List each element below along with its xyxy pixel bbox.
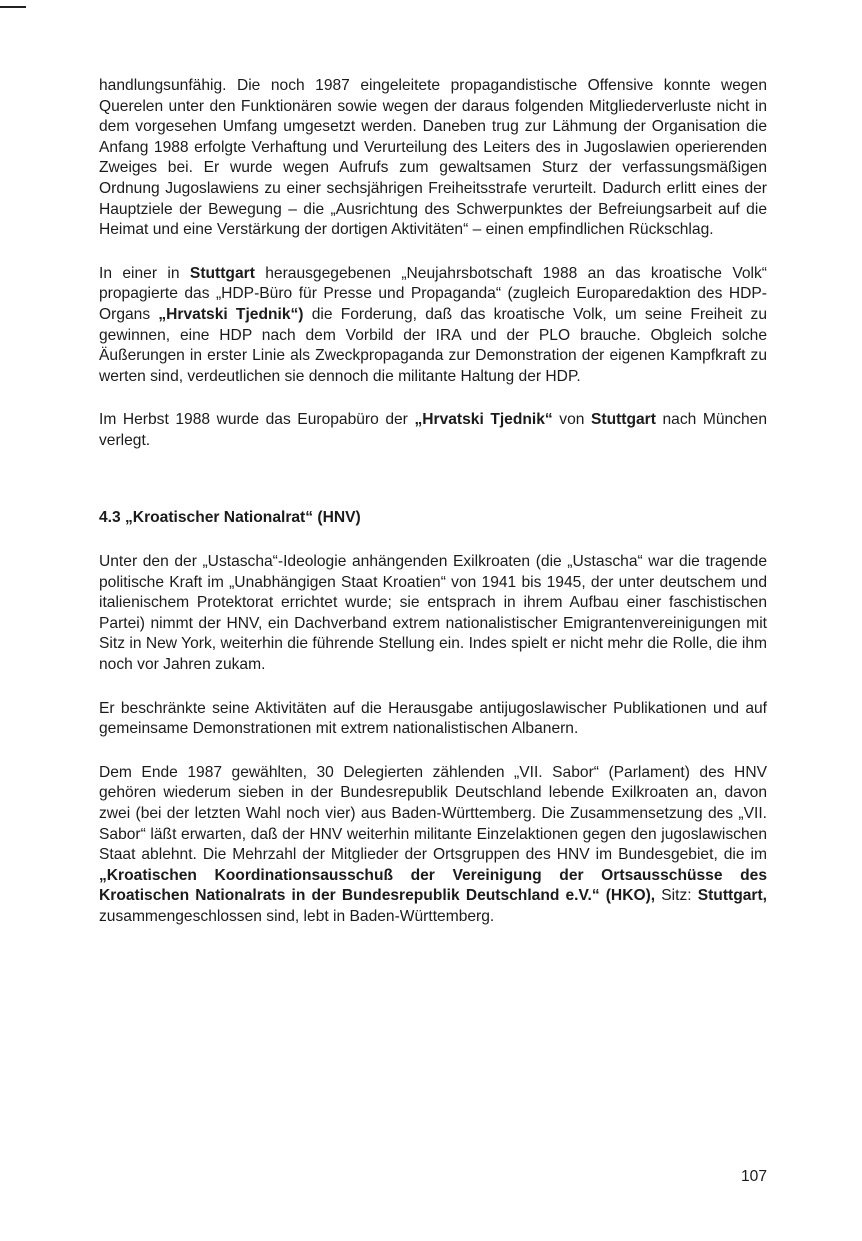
paragraph-6-text-b: Sitz: bbox=[655, 887, 698, 905]
paragraph-6-text-a: Dem Ende 1987 gewählten, 30 Delegierten zählenden „VII. Sabor“ (Parlament) des HNV gehören wiederum sieben in der Bundesrepublik Deutschland lebende Exilkroaten an, davon zwei (bei der letzten Wahl noch vier) aus Baden-Württemberg. Die Zusammensetzung des „VII. Sabor“ läßt erwarten, daß der HNV weiterhin militante Einzelaktionen gegen den jugoslawischen Staat ablehnt. Die Mehrzahl der Mitglieder der Ortsgruppen des HNV im Bundesgebiet, die im bbox=[99, 763, 767, 864]
paragraph-3 bbox=[99, 410, 767, 451]
paragraph-6-bold-a: „Kroatischen Koordinationsausschuß der Vereinigung der Ortsausschüsse des Kroatischen Nationalrats in der Bundesrepublik Deutschland e.V.“ (HKO), bbox=[99, 866, 767, 905]
page-number: 107 bbox=[740, 1168, 767, 1185]
paragraph-2-bold-b: „Hrvatski Tjednik“) bbox=[158, 305, 304, 323]
paragraph-2-text-b: herausgegebenen „Neujahrsbotschaft 1988 an das kroatische Volk“ propagierte das „HDP-Büro für Presse und Propaganda“ (zugleich Europaredaktion des HDP-Organs bbox=[99, 264, 767, 323]
paragraph-2-text-c: die Forderung, daß das kroatische Volk, um seine Freiheit zu gewinnen, eine HDP nach dem Vorbild der IRA und der PLO brauche. Obgleich solche Äußerungen in erster Linie als Zweckpropaganda zur Demonstration der eigenen Kampfkraft zu werten sind, verdeutlichen sie dennoch die militante Haltung der HDP. bbox=[99, 305, 767, 385]
paragraph-1: handlungsunfähig. Die noch 1987 eingeleitete propagandistische Offensive konnte wegen Querelen unter den Funktionären sowie wegen der daraus folgenden Mitgliederverluste nicht in dem vorgesehen Umfang umgesetzt werden. Daneben trug zur Lähmung der Organisation die Anfang 1988 erfolgte Verhaftung und Verurteilung des Leiters des in Jugoslawien operierenden Zweiges bei. Er wurde wegen Aufrufs zum gewaltsamen Sturz der verfassungsmäßigen Ordnung Jugoslawiens zu einer sechsjährigen Freiheitsstrafe verurteilt. Dadurch erlitt eines der Hauptziele der Bewegung – die „Ausrichtung des Schwerpunktes der Befreiungsarbeit auf die Heimat und eine Verstärkung der dortigen Aktivitäten“ – einen empfindlichen Rückschlag. bbox=[99, 77, 767, 239]
paragraph-2 bbox=[99, 264, 767, 388]
paragraph-3-text-b: von bbox=[552, 411, 591, 429]
scan-edge-mark bbox=[0, 6, 26, 8]
paragraph-6-text-c: zusammengeschlossen sind, lebt in Baden-Württemberg. bbox=[99, 908, 495, 925]
paragraph-2-text-a: In einer in bbox=[99, 264, 190, 282]
body-text bbox=[99, 76, 767, 928]
paragraph-6 bbox=[99, 763, 767, 928]
paragraph-3-bold-b: Stuttgart bbox=[590, 411, 656, 429]
paragraph-2-bold-a: Stuttgart bbox=[189, 264, 255, 282]
section-heading: 4.3 „Kroatischer Nationalrat“ (HNV) bbox=[99, 508, 361, 526]
paragraph-3-text-a: Im Herbst 1988 wurde das Europabüro der bbox=[99, 411, 415, 429]
paragraph-3-bold-a: „Hrvatski Tjednik“ bbox=[414, 411, 553, 429]
paragraph-6-bold-b: Stuttgart, bbox=[697, 887, 767, 905]
paragraph-4: Unter den der „Ustascha“-Ideologie anhängenden Exilkroaten (die „Ustascha“ war die tragende politische Kraft im „Unabhängigen Staat Kroatien“ von 1941 bis 1945, der unter deutschem und italienischem Protektorat errichtet wurde; sie entsprach in ihrem Aufbau einer faschistischen Partei) nimmt der HNV, ein Dachverband extrem nationalistischer Emigrantenvereinigungen mit Sitz in New York, weiterhin die führende Stellung ein. Indes spielt er nicht mehr die Rolle, die ihm noch vor Jahren zukam. bbox=[99, 553, 767, 674]
paragraph-3-text-c: nach München verlegt. bbox=[99, 411, 767, 449]
paragraph-5: Er beschränkte seine Aktivitäten auf die Herausgabe antijugoslawischer Publikationen und auf gemeinsame Demonstrationen mit extrem nationalistischen Albanern. bbox=[99, 699, 767, 738]
